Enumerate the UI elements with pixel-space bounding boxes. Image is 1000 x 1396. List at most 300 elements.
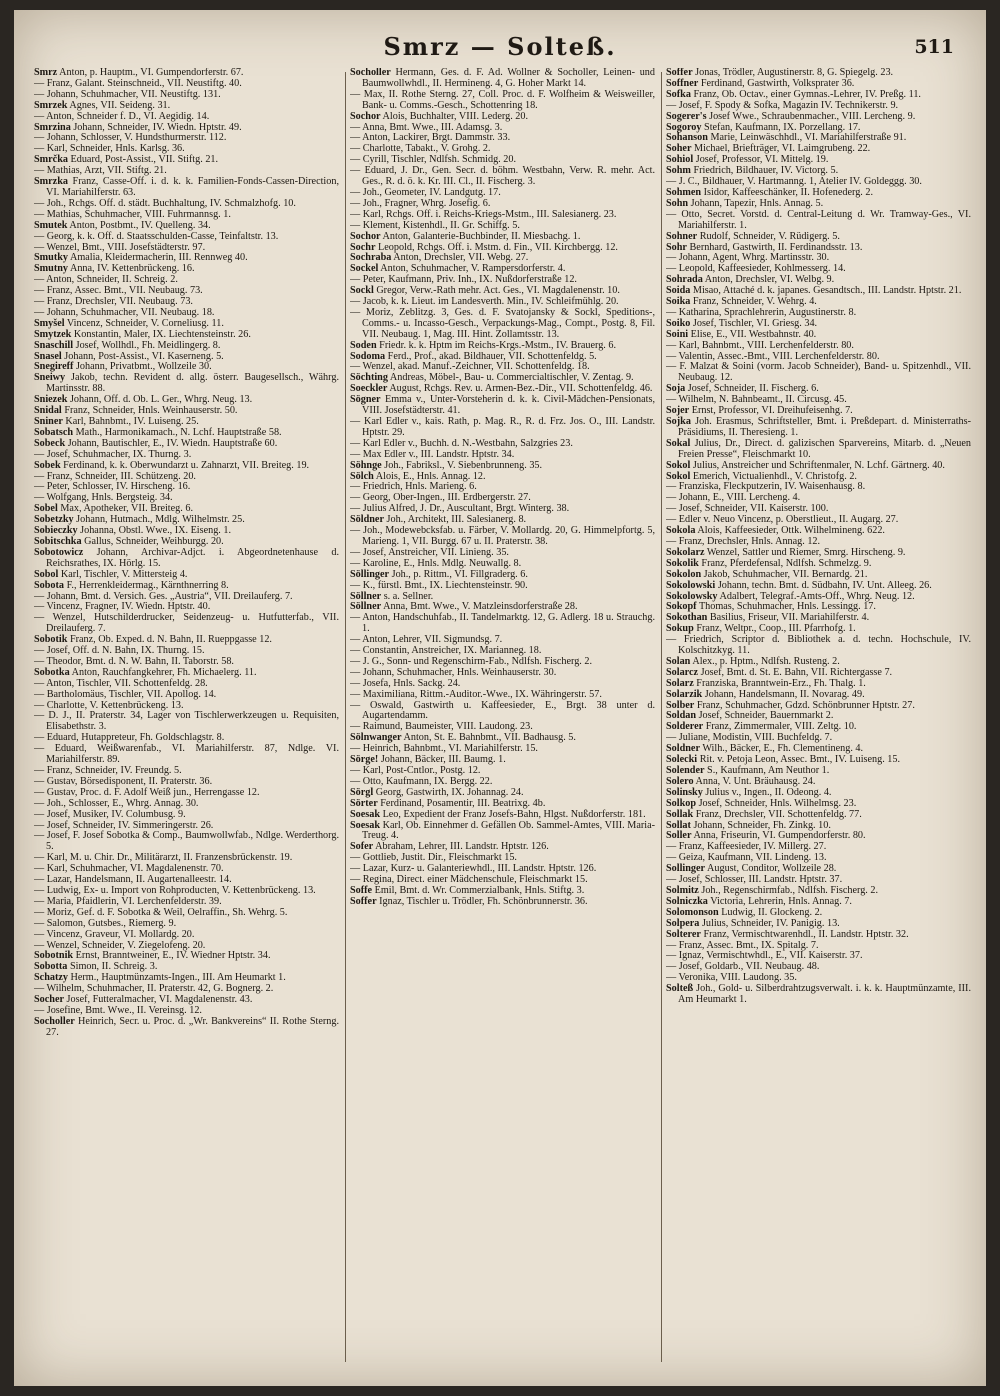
entry-surname: Solinsky bbox=[666, 786, 703, 798]
entry-surname: Sohn bbox=[666, 197, 689, 209]
entry-text: — Charlotte, Tabakt., V. Grohg. 2. bbox=[350, 143, 491, 155]
entry-text: Elise, E., VII. Westbahnstr. 40. bbox=[688, 328, 817, 340]
page-number: 511 bbox=[914, 36, 954, 58]
entry-surname: Sollat bbox=[666, 819, 691, 831]
entry-surname: Solniczka bbox=[666, 895, 708, 907]
directory-entry bbox=[666, 362, 971, 384]
entry-text: — Johann, Schlosser, V. Hundsthurmerstr. 112. bbox=[34, 132, 227, 144]
entry-text: — Wenzel, Bmt., VIII. Josefstädterstr. 97. bbox=[34, 241, 206, 253]
entry-text: — Friedrich, Scriptor d. Bibliothek a. d. techn. Hochschule, IV. Kolschitzkyg. 11. bbox=[666, 634, 971, 657]
entry-surname: Sokal bbox=[666, 437, 691, 449]
entry-surname: Söchting bbox=[350, 372, 388, 384]
entry-text: Johann, Hutmach., Mdlg. Wilhelmstr. 25. bbox=[73, 514, 245, 526]
entry-surname: Solan bbox=[666, 655, 691, 667]
entry-text: Gallus, Schneider, Weihburgg. 20. bbox=[81, 535, 224, 547]
entry-surname: Sobatsch bbox=[34, 426, 74, 438]
entry-text: — Josefa, Hnls. Sackg. 24. bbox=[350, 677, 461, 689]
directory-entry bbox=[350, 395, 655, 417]
entry-surname: Soller bbox=[666, 830, 692, 842]
entry-text: Max, Apotheker, VII. Breiteg. 6. bbox=[57, 503, 193, 515]
entry-text: — Mathias, Schuhmacher, VIII. Fuhrmannsg. 1. bbox=[34, 208, 231, 220]
entry-text: — Heinrich, Bahnbmt., VI. Mariahilferstr. 15. bbox=[350, 743, 538, 755]
entry-text: Julius v., Ingen., II. Odeong. 4. bbox=[702, 786, 832, 798]
entry-text: — Karl, Rchgs. Off. i. Reichs-Kriegs-Mstm., III. Salesianerg. 23. bbox=[350, 208, 617, 220]
directory-entry bbox=[350, 308, 655, 341]
entry-surname: Soja bbox=[666, 383, 686, 395]
entry-text: Josef, Bmt. d. St. E. Bahn, VII. Richtergasse 7. bbox=[698, 666, 893, 678]
entry-surname: Sojka bbox=[666, 416, 691, 427]
directory-entry bbox=[34, 613, 339, 635]
entry-surname: Smrzek bbox=[34, 99, 68, 111]
entry-surname: Sokup bbox=[666, 623, 694, 635]
entry-surname: Sobota bbox=[34, 579, 65, 591]
entry-text: — Lazar, Kurz- u. Galanteriewhdl., III. Landstr. Hptstr. 126. bbox=[350, 863, 597, 875]
entry-text: Johann, Post-Assist., VI. Kaserneng. 5. bbox=[61, 350, 224, 362]
entry-text: Johann, Off. d. Ob. L. Ger., Whrg. Neug. 13. bbox=[67, 394, 253, 406]
directory-entry bbox=[350, 526, 655, 548]
entry-surname: Smutky bbox=[34, 252, 68, 264]
entry-text: Franz, Weltpr., Coop., III. Pfarrhofg. 1. bbox=[693, 623, 856, 635]
entry-surname: Smyšel bbox=[34, 317, 65, 329]
entry-surname: Sogoroy bbox=[666, 121, 702, 133]
entry-text: Ignaz, Tischler u. Trödler, Fh. Schönbrunnerstr. 36. bbox=[376, 895, 588, 907]
entry-text: — Franz, Schneider, IV. Freundg. 5. bbox=[34, 765, 182, 776]
entry-text: Leopold, Rchgs. Off. i. Mstm. d. Fin., VII. Kirchbergg. 12. bbox=[375, 241, 618, 253]
entry-text: F., Herrenkleidermag., Kärnthnerring 8. bbox=[64, 579, 229, 591]
entry-surname: Sokolarz bbox=[666, 546, 705, 558]
entry-surname: Smrčka bbox=[34, 154, 68, 166]
entry-text: — Josef, Schlosser, III. Landstr. Hptstr. 37. bbox=[666, 874, 843, 886]
directory-entry bbox=[666, 635, 971, 657]
entry-text: — Josef, Off. d. N. Bahn, IX. Thurng. 15. bbox=[34, 645, 205, 657]
entry-surname: Solpera bbox=[666, 917, 700, 929]
entry-text: Emil, Bmt. d. Wr. Commerzialbank, Hnls. Stiftg. 3. bbox=[372, 884, 585, 896]
entry-text: Anton, Drechsler, VI. Welbg. 9. bbox=[702, 274, 835, 286]
entry-text: — Valentin, Assec.-Bmt., VIII. Lerchenfelderstr. 80. bbox=[666, 350, 880, 362]
entry-text: Joh., Gold- u. Silberdrahtzugsverwalt. i. k. k. Hauptmünzamte, III. Am Heumarkt 1. bbox=[678, 983, 971, 1006]
entry-surname: Solteß bbox=[666, 983, 694, 995]
entry-text: Jakob, techn. Revident d. allg. österr. Baugesellsch., Währg. Martinsstr. 88. bbox=[46, 372, 339, 395]
entry-surname: Soiko bbox=[666, 317, 691, 329]
entry-text: Emerich, Victualienhdl., V. Christofg. 2. bbox=[690, 470, 857, 482]
entry-surname: Soldner bbox=[666, 743, 700, 755]
entry-text: Josef, Futteralmacher, VI. Magdalenenstr. 43. bbox=[64, 994, 253, 1006]
entry-text: — Gottlieb, Justit. Dir., Fleischmarkt 15. bbox=[350, 852, 517, 864]
entry-text: Alois, Buchhalter, VIII. Lederg. 20. bbox=[380, 110, 529, 122]
entry-surname: Sohm bbox=[666, 165, 691, 177]
entry-surname: Sochor bbox=[350, 110, 381, 122]
entry-text: Anton, Postbmt., IV. Quelleng. 34. bbox=[67, 219, 211, 231]
entry-text: Michael, Briefträger, VI. Laimgrubeng. 22. bbox=[691, 143, 871, 155]
entry-surname: Söhnge bbox=[350, 459, 382, 471]
entry-text: — Joh., Rchgs. Off. d. städt. Buchhaltung, IV. Schmalzhofg. 10. bbox=[34, 197, 296, 209]
entry-text: — Georg, Ober-Ingen., III. Erdbergerstr. 27. bbox=[350, 492, 531, 504]
entry-text: Franz, Zimmermaler, VIII. Zeltg. 10. bbox=[703, 721, 857, 733]
entry-text: — J. C., Bildhauer, V. Hartmanng. 1, Atelier IV. Goldeggg. 30. bbox=[666, 176, 922, 188]
entry-text: Alex., p. Hptm., Ndlfsh. Rusteng. 2. bbox=[690, 655, 840, 667]
entry-text: Johann, Archivar-Adjct. i. Abgeordnetenhause d. Reichsrathes, IX. Hörlg. 15. bbox=[46, 546, 339, 569]
entry-text: Eduard, Post-Assist., VII. Stiftg. 21. bbox=[67, 154, 219, 166]
entry-text: Johann, techn. Bmt. d. Südbahn, IV. Unt. Alleeg. 26. bbox=[715, 579, 932, 591]
directory-entry bbox=[350, 166, 655, 188]
entry-text: — Peter, Schlosser, IV. Hirscheng. 16. bbox=[34, 481, 191, 493]
entry-surname: Sochraba bbox=[350, 252, 392, 264]
entry-surname: Sokopf bbox=[666, 601, 697, 613]
entry-surname: Smutek bbox=[34, 219, 68, 231]
directory-entry bbox=[34, 711, 339, 733]
entry-text: — Moriz, Gef. d. F. Sobotka & Weil, Oelraffin., Sh. Wehrg. 5. bbox=[34, 906, 288, 918]
entry-text: Agnes, VII. Seideng. 31. bbox=[67, 99, 171, 111]
page-header bbox=[14, 32, 986, 66]
entry-text: Ernst, Branntweiner, E., IV. Wiedner Hptstr. 34. bbox=[73, 950, 271, 962]
entry-text: Julius, Schneider, IV. Panigig. 13. bbox=[699, 917, 840, 929]
entry-text: Anton, Drechsler, VII. Webg. 27. bbox=[391, 252, 529, 264]
entry-text: Johann, Tapezir, Hnls. Annag. 5. bbox=[688, 197, 824, 209]
entry-surname: Smytzek bbox=[34, 328, 72, 340]
entry-surname: Sohner bbox=[666, 230, 698, 242]
entry-text: Bernhard, Gastwirth, II. Ferdinandsstr. 13. bbox=[686, 241, 863, 253]
entry-text: Anna, IV. Kettenbrückeng. 16. bbox=[67, 263, 195, 275]
entry-surname: Sobetzky bbox=[34, 514, 74, 526]
entry-text: — Julius Alfred, J. Dr., Auscultant, Brgt. Winterg. 38. bbox=[350, 503, 570, 515]
entry-text: — Wilhelm, N. Bahnbeamt., II. Circusg. 45. bbox=[666, 394, 847, 406]
entry-text: Stefan, Kaufmann, IX. Porzellang. 17. bbox=[701, 121, 861, 133]
entry-surname: Sohrada bbox=[666, 274, 703, 286]
column-divider bbox=[661, 72, 662, 1362]
entry-text: — Karl Edler v., kais. Rath, p. Mag. R., R. d. Frz. Jos. O., III. Landstr. Hptstr. 29. bbox=[350, 416, 655, 438]
entry-text: Anton, Galanterie-Buchbinder, II. Miesbachg. 1. bbox=[380, 230, 581, 242]
entry-surname: Sörter bbox=[350, 797, 378, 809]
entry-surname: Soesak bbox=[350, 819, 381, 831]
entry-surname: Sobeck bbox=[34, 437, 66, 449]
entry-text: Anton, Schuhmacher, V. Rampersdorferstr. 4. bbox=[378, 263, 566, 275]
column-divider bbox=[345, 72, 346, 1362]
entry-text: — Vincenz, Graveur, VI. Mollardg. 20. bbox=[34, 928, 195, 940]
entry-surname: Soldan bbox=[666, 710, 697, 722]
entry-text: Simon, II. Schreig. 3. bbox=[67, 961, 158, 973]
entry-text: — Anton, Lackirer, Brgt. Dammstr. 33. bbox=[350, 132, 511, 144]
entry-surname: Sockel bbox=[350, 263, 379, 275]
entry-text: Franz, Casse-Off. i. d. k. k. Familien-Fonds-Cassen-Direction, VI. Mariahilferstr. 63. bbox=[46, 176, 339, 198]
entry-surname: Solber bbox=[666, 699, 695, 711]
directory-entry bbox=[666, 417, 971, 439]
directory-entry bbox=[350, 701, 655, 723]
entry-text: Josef Wwe., Schraubenmacher., VIII. Lercheng. 9. bbox=[706, 110, 916, 122]
entry-surname: Soher bbox=[666, 143, 692, 155]
entry-text: — Maximiliana, Rittm.-Auditor.-Wwe., IX. Währingerstr. 57. bbox=[350, 688, 602, 700]
entry-text: Josef, Schneider, Hnls. Wilhelmsg. 23. bbox=[696, 797, 857, 809]
entry-surname: Söllinger bbox=[350, 568, 390, 580]
entry-text: Wilh., Bäcker, E., Fh. Clementineng. 4. bbox=[699, 743, 864, 755]
entry-text: Thomas, Schuhmacher, Hnls. Lessingg. 17. bbox=[696, 601, 876, 613]
entry-text: Leo, Expedient der Franz Josefs-Bahn, Hlgst. Nußdorferstr. 181. bbox=[380, 808, 646, 820]
entry-text: — Wenzel, Schneider, V. Ziegelofeng. 20. bbox=[34, 939, 206, 951]
entry-surname: Sokolowski bbox=[666, 579, 716, 591]
entry-text: — Johann, Bmt. d. Versich. Ges. „Austria“, VII. Dreilauferg. 7. bbox=[34, 590, 293, 602]
entry-surname: Soida bbox=[666, 285, 691, 297]
entry-text: — Katharina, Sprachlehrerin, Augustinerstr. 8. bbox=[666, 306, 857, 318]
entry-text: Johann, Bäcker, III. Baumg. 1. bbox=[378, 754, 506, 766]
entry-text: — Charlotte, V. Kettenbrückeng. 13. bbox=[34, 699, 184, 711]
entry-text: — Georg, k. k. Off. d. Staatsschulden-Casse, Teinfaltstr. 13. bbox=[34, 230, 279, 242]
entry-surname: Soika bbox=[666, 296, 691, 308]
entry-text: — Maria, Pfaidlerin, VI. Lerchenfelderstr. 39. bbox=[34, 895, 222, 907]
entry-text: Wenzel, Sattler und Riemer, Smrg. Hirscheng. 9. bbox=[704, 546, 906, 558]
entry-text: — Regina, Direct. einer Mädchenschule, Fleischmarkt 15. bbox=[350, 874, 588, 886]
entry-text: Josef, Wollhdl., Fh. Meidlingerg. 8. bbox=[73, 339, 221, 351]
entry-surname: Söllner bbox=[350, 601, 382, 613]
entry-surname: Soini bbox=[666, 328, 689, 340]
entry-text: Emma v., Unter-Vorsteherin d. k. k. Civil-Mädchen-Pensionats, VIII. Josefstädterstr. 41. bbox=[362, 394, 655, 417]
entry-text: — Franz, Schneider, III. Schützeng. 20. bbox=[34, 470, 196, 482]
entry-surname: Soffe bbox=[350, 884, 373, 896]
entry-text: Franz, Schneider, V. Wehrg. 4. bbox=[690, 296, 817, 308]
entry-text: Ludwig, II. Glockeng. 2. bbox=[718, 906, 823, 918]
entry-text: — Gustav, Börsedisponent, II. Praterstr. 36. bbox=[34, 775, 213, 787]
entry-text: — Josef, Schneider, VII. Kaiserstr. 100. bbox=[666, 503, 829, 515]
entry-surname: Sodoma bbox=[350, 350, 386, 362]
entry-text: — Juliane, Modistin, VIII. Buchfeldg. 7. bbox=[666, 732, 833, 744]
entry-text: — Franz, Kaffeesieder, IV. Millerg. 27. bbox=[666, 841, 827, 853]
entry-text: Josef, Schneider, Bauernmarkt 2. bbox=[696, 710, 834, 722]
entry-surname: Sobotowicz bbox=[34, 546, 84, 558]
entry-surname: Schatzy bbox=[34, 972, 68, 984]
entry-text: Karl, Ob. Einnehmer d. Gefällen Ob. Sammel-Amtes, VIII. Maria-Treug. 4. bbox=[362, 819, 655, 842]
entry-text: Johann, Schneider, Fh. Zinkg. 10. bbox=[690, 819, 831, 831]
entry-surname: Sokolon bbox=[666, 568, 702, 580]
entry-text: — Oswald, Gastwirth u. Kaffeesieder, E., Brgt. 38 unter d. Augartendamm. bbox=[350, 699, 655, 722]
directory-entry bbox=[350, 417, 655, 439]
entry-surname: Sogerer's bbox=[666, 110, 707, 122]
directory-entry bbox=[350, 897, 655, 908]
entry-text: — Wenzel, Hutschilderdrucker, Seidenzeug- u. Hutfutterfab., VII. Dreilauferg. 7. bbox=[34, 612, 339, 635]
entry-text: — Anton, Schneider f. D., VI. Aegidig. 14. bbox=[34, 110, 210, 122]
entry-text: — Josef, Musiker, IV. Columbusg. 9. bbox=[34, 808, 186, 820]
entry-text: — Otto, Secret. Vorstd. d. Central-Leitung d. Wr. Tramway-Ges., VI. Mariahilferstr. 1. bbox=[666, 208, 971, 231]
entry-surname: Söldner bbox=[350, 514, 384, 526]
entry-surname: Sörgl bbox=[350, 786, 374, 798]
entry-text: Josef, Tischler, VI. Griesg. 34. bbox=[690, 317, 818, 329]
entry-text: Franz, Ob. Octav., einer Gymnas.-Lehrer, IV. Preßg. 11. bbox=[690, 88, 921, 100]
entry-text: August, Rchgs. Rev. u. Armen-Bez.-Dir., VII. Schottenfeldg. 46. bbox=[387, 383, 653, 395]
directory-entry bbox=[34, 373, 339, 395]
entry-surname: Sockl bbox=[350, 285, 374, 297]
entry-text: Isidor, Kaffeeschänker, II. Hofenederg. 2. bbox=[701, 186, 874, 198]
directory-entry bbox=[34, 1017, 339, 1039]
entry-text: Misao, Attaché d. k. japanes. Gesandtsch., III. Landstr. Hptstr. 21. bbox=[690, 285, 962, 297]
entry-text: — Karl, Schuhmacher, VI. Magdalenenstr. 70. bbox=[34, 863, 224, 875]
entry-text: Anna, Bmt. Wwe., V. Matzleinsdorferstraße 28. bbox=[381, 601, 578, 613]
entry-surname: Sölch bbox=[350, 470, 374, 482]
entry-text: — Josef, F. Josef Sobotka & Comp., Baumwollwfab., Ndlge. Werderthorg. 5. bbox=[34, 830, 339, 853]
entry-text: Ferdinand, Posamentir, III. Beatrixg. 4b. bbox=[377, 797, 546, 809]
entry-surname: Solarz bbox=[666, 677, 694, 689]
entry-text: Friedr. k. k. Hptm im Reichs-Krgs.-Mstm., IV. Brauerg. 6. bbox=[376, 339, 617, 351]
entry-text: — Lazar, Handelsmann, II. Augartenalleestr. 14. bbox=[34, 874, 232, 886]
entry-text: — Franz, Assec. Bmt., VII. Neubaug. 73. bbox=[34, 285, 203, 297]
entry-text: Ferd., Prof., akad. Bildhauer, VII. Schottenfeldg. 5. bbox=[385, 350, 597, 362]
entry-surname: Soesak bbox=[350, 808, 381, 820]
entry-text: — Theodor, Bmt. d. N. W. Bahn, II. Taborstr. 58. bbox=[34, 655, 234, 667]
entry-text: — Eduard, Weißwarenfab., VI. Mariahilferstr. 87, Ndlge. VI. Mariahilferstr. 89. bbox=[34, 743, 339, 766]
entry-surname: Sobotka bbox=[34, 666, 70, 678]
entry-text: — Max Edler v., III. Landstr. Hptstr. 34. bbox=[350, 448, 515, 460]
entry-surname: Snegireff bbox=[34, 361, 74, 373]
entry-text: — Josef, Schneider, IV. Simmeringerstr. 26. bbox=[34, 819, 214, 831]
entry-text: — Franz, Assec. Bmt., IX. Spitalg. 7. bbox=[666, 939, 819, 951]
directory-entry bbox=[666, 210, 971, 232]
entry-text: — Klement, Kistenhdl., II. Gr. Schiffg. 5. bbox=[350, 219, 520, 231]
entry-text: — Franziska, Fleckputzerin, IV. Waisenhausg. 8. bbox=[666, 481, 866, 493]
entry-surname: Socher bbox=[34, 994, 64, 1006]
directory-entry bbox=[350, 68, 655, 90]
entry-text: Franz, Pferdefensal, Ndlfsh. Schmelzg. 9. bbox=[698, 557, 872, 569]
entry-text: S., Kaufmann, Am Neuthor 1. bbox=[704, 765, 830, 776]
entry-surname: Sollak bbox=[666, 808, 694, 820]
entry-surname: Sobotnik bbox=[34, 950, 74, 962]
entry-text: Anton, p. Hauptm., VI. Gumpendorferstr. 67. bbox=[57, 68, 244, 78]
entry-text: Jakob, Schuhmacher, VII. Bernardg. 21. bbox=[701, 568, 868, 580]
entry-text: — F. Malzat & Soini (vorm. Jacob Schneider), Band- u. Spitzenhdl., VII. Neubaug. 12. bbox=[666, 361, 971, 384]
entry-surname: Sokol bbox=[666, 470, 691, 482]
entry-text: Joh. Erasmus, Schriftsteller, Bmt. i. Preßdepart. d. Ministerraths-Präsidiums, II. Theresieng. 1. bbox=[678, 416, 971, 438]
entry-text: — Josef, Goldarb., VII. Neubaug. 48. bbox=[666, 961, 820, 973]
entry-text: Ernst, Professor, VI. Dreihufeisenhg. 7. bbox=[689, 405, 853, 417]
entry-surname: Smutny bbox=[34, 263, 68, 275]
entry-text: — Veronika, VIII. Laudong. 35. bbox=[666, 972, 797, 984]
entry-surname: Soeckler bbox=[350, 383, 388, 395]
entry-surname: Solkop bbox=[666, 797, 697, 809]
entry-surname: Sörge! bbox=[350, 754, 379, 766]
entry-surname: Sobek bbox=[34, 459, 61, 471]
column-1 bbox=[34, 68, 339, 1368]
entry-surname: Solecki bbox=[666, 754, 698, 766]
entry-text: Franz, Schneider, Hnls. Weinhauserstr. 50. bbox=[61, 405, 238, 417]
entry-text: — Gustav, Proc. d. F. Adolf Weiß jun., Herrengasse 12. bbox=[34, 786, 260, 798]
entry-text: s. a. Sellner. bbox=[381, 590, 434, 602]
entry-text: — Anton, Handschuhfab., II. Tandelmarktg. 12, G. Adlerg. 18 u. Strauchg. 1. bbox=[350, 612, 655, 635]
entry-text: Abraham, Lehrer, III. Landstr. Hptstr. 126. bbox=[373, 841, 549, 853]
entry-text: — Anton, Schneider, II. Schreig. 2. bbox=[34, 274, 178, 286]
entry-text: Franz, Schuhmacher, Gdzd. Schönbrunner Hptstr. 27. bbox=[694, 699, 915, 711]
entry-text: Anton, St. E. Bahnbmt., VII. Badhausg. 5. bbox=[401, 732, 576, 744]
entry-text: — Mathias, Arzt, VII. Stiftg. 21. bbox=[34, 165, 167, 177]
entry-text: Adalbert, Telegraf.-Amts-Off., Whrg. Neug. 12. bbox=[717, 590, 915, 602]
directory-entry bbox=[34, 831, 339, 853]
entry-text: — Ludwig, Ex- u. Import von Rohproducten, V. Kettenbrückeng. 13. bbox=[34, 884, 316, 896]
entry-surname: Soden bbox=[350, 339, 377, 351]
entry-text: — J. G., Sonn- und Regenschirm-Fab., Ndlfsh. Fischerg. 2. bbox=[350, 655, 593, 667]
entry-text: — Johann, Schuhmacher, Hnls. Weinhauserstr. 30. bbox=[350, 666, 557, 678]
entry-surname: Solderer bbox=[666, 721, 704, 733]
entry-text: — Jacob, k. k. Lieut. im Landesverth. Min., IV. Schleifmühlg. 20. bbox=[350, 296, 619, 308]
entry-text: Vincenz, Schneider, V. Corneliusg. 11. bbox=[64, 317, 224, 329]
entry-surname: Sollinger bbox=[666, 863, 706, 875]
entry-text: — Moriz, Zeblitzg. 3, Ges. d. F. Svatojansky & Sockl, Speditions-, Comms.- u. Incasso-Gesch., Verpackungs-Mag., Compt., Postg. 8, Fil. VII. Neubaug. 1, Mag. III. Hint. Zollamtsstr. 13. bbox=[350, 306, 655, 340]
entry-surname: Solterer bbox=[666, 928, 701, 940]
entry-surname: Solarcz bbox=[666, 666, 699, 678]
entry-text: Hermann, Ges. d. F. Ad. Wollner & Socholler, Leinen- und Baumwollwhdl., II. Hermineng. 4, G. Hoher Markt 14. bbox=[362, 68, 655, 89]
entry-surname: Sokol bbox=[666, 459, 691, 471]
entry-surname: Solarzik bbox=[666, 688, 703, 700]
entry-text: — Constantin, Anstreicher, IX. Marianneg. 18. bbox=[350, 645, 542, 657]
entry-surname: Solender bbox=[666, 765, 705, 776]
entry-surname: Snaschill bbox=[34, 339, 74, 351]
columns-container bbox=[34, 68, 974, 1368]
entry-text: Franz, Vermischtwarenhdl., II. Landstr. Hptstr. 32. bbox=[700, 928, 909, 940]
entry-text: Alois, E., Hnls. Annag. 12. bbox=[373, 470, 486, 482]
entry-text: Anton, Rauchfangkehrer, Fh. Michaelerg. 11. bbox=[69, 666, 257, 678]
entry-text: — Salomon, Gutsbes., Riemerg. 9. bbox=[34, 917, 177, 929]
entry-surname: Socholler bbox=[350, 68, 391, 78]
entry-text: Jonas, Trödler, Augustinerstr. 8, G. Spiegelg. 23. bbox=[692, 68, 894, 78]
entry-surname: Sofka bbox=[666, 88, 691, 100]
entry-text: — Edler v. Neuo Vincenz, p. Oberstlieut., II. Augarg. 27. bbox=[666, 514, 899, 526]
entry-text: Herm., Hauptmünzamts-Ingen., III. Am Heumarkt 1. bbox=[67, 972, 286, 984]
entry-text: — Joh., Geometer, IV. Landgutg. 17. bbox=[350, 186, 501, 198]
entry-text: Rudolf, Schneider, V. Rüdigerg. 5. bbox=[697, 230, 840, 242]
entry-surname: Söllner bbox=[350, 590, 382, 602]
entry-surname: Sobotik bbox=[34, 634, 68, 646]
entry-surname: Sochr bbox=[350, 241, 376, 253]
entry-text: — Karl, Bahnbmt., VIII. Lerchenfelderstr. 80. bbox=[666, 339, 854, 351]
entry-text: Math., Harmonikamach., N. Lchf. Hauptstraße 58. bbox=[73, 426, 282, 438]
entry-text: — Joh., Fragner, Whrg. Josefig. 6. bbox=[350, 197, 491, 209]
entry-surname: Sokolowsky bbox=[666, 590, 718, 602]
entry-text: — Franz, Galant. Steinschneid., VII. Neustiftg. 40. bbox=[34, 77, 242, 89]
entry-text: — Anton, Tischler, VII. Schottenfeldg. 28. bbox=[34, 677, 208, 689]
entry-text: — Johann, Schuhmacher, VII. Neustiftg. 131. bbox=[34, 88, 221, 100]
entry-text: — Karl, Post-Cntlor., Postg. 12. bbox=[350, 765, 481, 776]
entry-text: Basilius, Friseur, VII. Mariahilferstr. 4. bbox=[707, 612, 870, 624]
entry-text: Marie, Leinwäschhdl., VI. Mariahilferstraße 91. bbox=[707, 132, 907, 144]
directory-entry bbox=[34, 177, 339, 199]
entry-text: — Josef, F. Spody & Sofka, Magazin IV. Technikerstr. 9. bbox=[666, 99, 899, 111]
entry-surname: Solomonson bbox=[666, 906, 719, 918]
entry-surname: Solmitz bbox=[666, 884, 699, 896]
entry-text: — Johann, Agent, Whrg. Martinsstr. 30. bbox=[666, 252, 830, 264]
entry-text: Johanna, Obstl. Wwe., IX. Eiseng. 1. bbox=[77, 525, 232, 537]
entry-text: — Karl Edler v., Buchh. d. N.-Westbahn, Salzgries 23. bbox=[350, 437, 573, 449]
entry-text: Josef, Professor, VI. Mittelg. 19. bbox=[693, 154, 829, 166]
entry-text: Andreas, Möbel-, Bau- u. Commercialtischler, V. Zentag. 9. bbox=[387, 372, 634, 384]
entry-surname: Socholler bbox=[34, 1015, 75, 1027]
entry-surname: Sniner bbox=[34, 416, 63, 427]
entry-surname: Sniezek bbox=[34, 394, 68, 406]
entry-text: Victoria, Lehrerin, Hnls. Annag. 7. bbox=[707, 895, 852, 907]
entry-text: — Josef, Schuhmacher, IX. Thurng. 3. bbox=[34, 448, 192, 460]
entry-text: Karl, Tischler, V. Mittersteig 4. bbox=[58, 568, 188, 580]
entry-surname: Snasel bbox=[34, 350, 62, 362]
entry-surname: Solero bbox=[666, 775, 694, 787]
entry-text: — Joh., Modewebcksfab. u. Färber, V. Mollardg. 20, G. Himmelpfortg. 5, Marieng. 1, VII. Burgg. 67 u. II. Praterstr. 38. bbox=[350, 525, 655, 547]
entry-text: — Cyrill, Tischler, Ndlfsh. Schmidg. 20. bbox=[350, 154, 516, 166]
entry-text: — Franz, Drechsler, VII. Neubaug. 73. bbox=[34, 296, 193, 308]
entry-text: — Vincenz, Fragner, IV. Wiedn. Hptstr. 40. bbox=[34, 601, 211, 613]
entry-text: Rit. v. Petoja Leon, Assec. Bmt., IV. Luiseng. 15. bbox=[697, 754, 901, 766]
entry-text: — Karl, Schneider, Hnls. Karlsg. 36. bbox=[34, 143, 185, 155]
entry-text: Amalia, Kleidermacherin, III. Rennweg 40. bbox=[67, 252, 248, 264]
entry-text: — Otto, Kaufmann, IX. Bergg. 22. bbox=[350, 775, 493, 787]
entry-text: Ferdinand, Gastwirth, Volksprater 36. bbox=[698, 77, 855, 89]
entry-text: — Friedrich, Hnls. Marieng. 6. bbox=[350, 481, 477, 493]
entry-surname: Sohanson bbox=[666, 132, 708, 144]
entry-surname: Sobitschka bbox=[34, 535, 82, 547]
entry-text: — Ignaz, Vermischtwhdl., E., VII. Kaiserstr. 37. bbox=[666, 950, 863, 962]
entry-surname: Soffner bbox=[666, 77, 699, 89]
entry-surname: Sokolik bbox=[666, 557, 699, 569]
entry-surname: Soffer bbox=[350, 895, 377, 907]
